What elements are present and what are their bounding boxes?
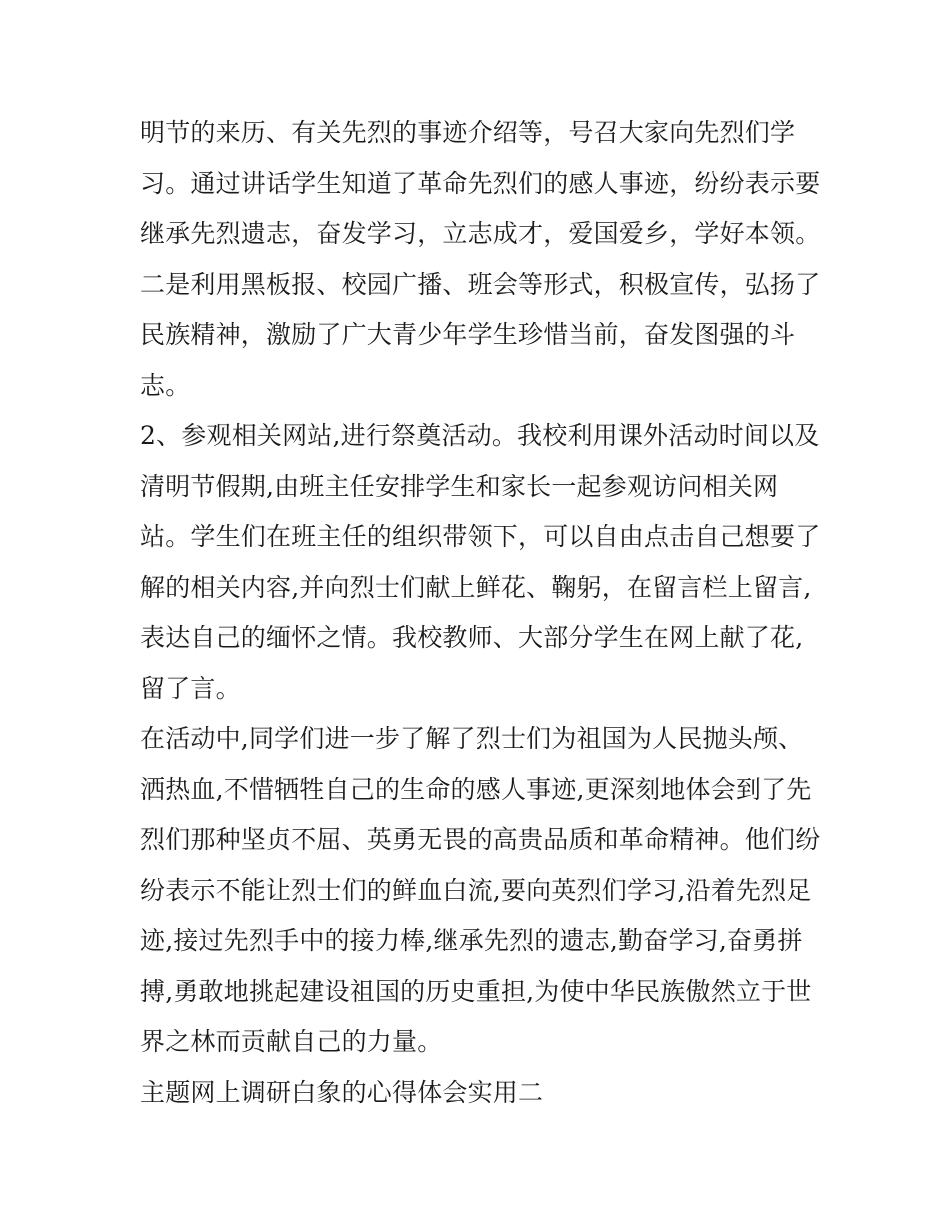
text-line: 界之林而贡献自己的力量。 [140, 1027, 443, 1056]
text-line: 迹,接过先烈手中的接力棒,继承先烈的遗志,勤奋学习,奋勇拼 [140, 926, 803, 955]
text-line: 2、参观相关网站,进行祭奠活动。我校利用课外活动时间以及 [140, 421, 820, 450]
text-line: 烈们那种坚贞不屈、英勇无畏的高贵品质和革命精神。他们纷 [140, 825, 821, 854]
text-line: 明节的来历、有关先烈的事迹介绍等，号召大家向先烈们学 [140, 118, 796, 147]
text-line: 站。学生们在班主任的组织带领下，可以自由点击自己想要了 [140, 522, 821, 551]
text-line: 二是利用黑板报、校园广播、班会等形式，积极宣传，弘扬了 [140, 269, 821, 299]
text-line: 洒热血,不惜牺牲自己的生命的感人事迹,更深刻地体会到了先 [140, 774, 812, 804]
text-line: 志。 [140, 370, 191, 400]
text-line: 清明节假期,由班主任安排学生和家长一起参观访问相关网 [140, 471, 779, 501]
text-line: 表达自己的缅怀之情。我校教师、大部分学生在网上献了花, [140, 623, 804, 652]
text-line: 纷表示不能让烈士们的鲜血白流,要向英烈们学习,沿着先烈足 [140, 875, 812, 905]
document-body [140, 108, 830, 1118]
section-heading: 主题网上调研白象的心得体会实用二 [140, 1077, 544, 1107]
text-line: 在活动中,同学们进一步了解了烈士们为祖国为人民抛头颅、 [140, 724, 804, 753]
text-line: 解的相关内容,并向烈士们献上鲜花、鞠躬，在留言栏上留言, [140, 572, 812, 602]
text-line: 留了言。 [140, 673, 241, 703]
text-line: 继承先烈遗志，奋发学习，立志成才，爱国爱乡，学好本领。 [140, 219, 821, 248]
text-line: 搏,勇敢地挑起建设祖国的历史重担,为使中华民族傲然立于世 [140, 976, 812, 1006]
text-line: 习。通过讲话学生知道了革命先烈们的感人事迹，纷纷表示要 [140, 168, 821, 198]
text-line: 民族精神，激励了广大青少年学生珍惜当前，奋发图强的斗 [140, 320, 796, 349]
